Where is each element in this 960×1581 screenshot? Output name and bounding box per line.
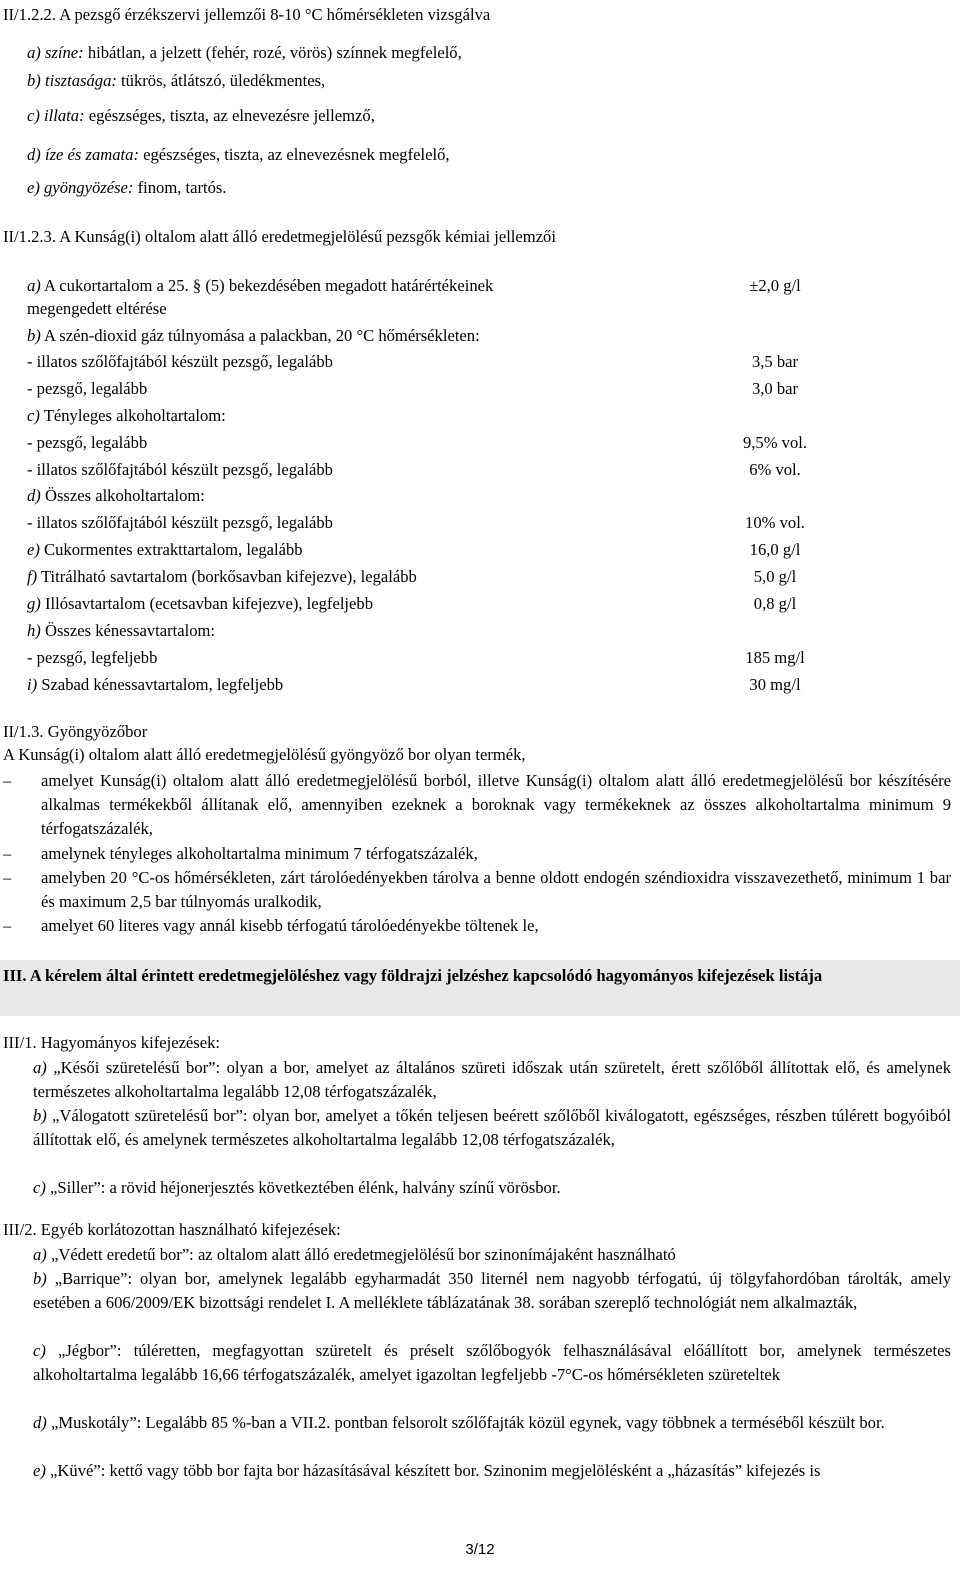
chem-item-d: d) Összes alkoholtartalom:: [27, 486, 205, 505]
chem-value-a: ±2,0 g/l: [749, 276, 801, 295]
section-title-3-2: III/2. Egyéb korlátozottan használható kifejezések:: [3, 1220, 341, 1239]
chem-item-f: f) Titrálható savtartalom (borkősavban kifejezve), legalább: [27, 567, 417, 586]
chem-item-h1: - pezsgő, legfeljebb: [27, 648, 158, 667]
chem-item-b2: - pezsgő, legalább: [27, 379, 148, 398]
other-term-e: e) „Küvé”: kettő vagy több bor fajta bor házasításával készített bor. Szinonim megjelölésként a „házasítás” kifejezés is: [33, 1461, 821, 1480]
section-title-1-3: II/1.3. Gyöngyözőbor: [3, 722, 148, 741]
other-term-b: b) „Barrique”: olyan bor, amelynek legalább egyharmadát 350 liternél nem nagyobb térfogatú, új tölgyfahordóban tárolták, amely esetében a 606/2009/EK bizottsági rendelet I. A melléklete táblázatának 38. sorában szereplő technológiát nem alkalmazták,: [33, 1269, 951, 1312]
dash-bullet: –: [3, 771, 12, 790]
sensory-item-perlage: e) gyöngyözése: finom, tartós.: [27, 178, 227, 197]
section-heading-3: III. A kérelem által érintett eredetmegjelöléshez vagy földrajzi jelzéshez kapcsolódó hagyományos kifejezések listája: [3, 966, 823, 985]
chem-item-i: i) Szabad kénessavtartalom, legfeljebb: [27, 675, 284, 694]
other-term-a: a) „Védett eredetű bor”: az oltalom alatt álló eredetmegjelölésű bor szinonímájaként használható: [33, 1245, 676, 1264]
traditional-term-b: b) „Válogatott szüretelésű bor”: olyan bor, amelyet a tőkén teljesen beérett szőlőből kiválogatott, egészséges, részben túlérett bogyóiból állítottak elő, és amelynek természetes alkoholtartalma legalább 12,08 térfogatszázalék,: [33, 1106, 951, 1149]
dash-bullet: –: [3, 844, 12, 863]
chem-value-b1: 3,5 bar: [751, 352, 799, 371]
chem-value-c2: 6% vol.: [749, 460, 801, 479]
page-number: 3/12: [465, 1541, 495, 1558]
bullet-item: amelynek tényleges alkoholtartalma minimum 7 térfogatszázalék,: [41, 844, 478, 863]
chem-value-h1: 185 mg/l: [745, 648, 805, 667]
other-term-d: d) „Muskotály”: Legalább 85 %-ban a VII.2. pontban felsorolt szőlőfajták közül egynek, vagy többnek a terméséből készült bor.: [33, 1413, 885, 1432]
chem-value-g: 0,8 g/l: [753, 594, 797, 613]
chem-value-i: 30 mg/l: [749, 675, 801, 694]
sensory-item-color: a) színe: hibátlan, a jelzett (fehér, rozé, vörös) színnek megfelelő,: [27, 43, 462, 62]
chem-value-d1: 10% vol.: [745, 513, 805, 532]
traditional-term-a: a) „Késői szüretelésű bor”: olyan a bor, amelyet az általános szüreti időszak után szüretelt, érett szőlőből állítottak elő, és amelynek természetes alkoholtartalma legalább 12,08 térfogatszázalék,: [33, 1058, 951, 1101]
chem-value-b2: 3,0 bar: [751, 379, 799, 398]
chem-value-f: 5,0 g/l: [753, 567, 797, 586]
chem-item-b: b) A szén-dioxid gáz túlnyomása a palackban, 20 °C hőmérsékleten:: [27, 326, 480, 345]
bullet-item: amelyben 20 °C-os hőmérsékleten, zárt tárolóedényekben tárolva a benne oldott endogén széndioxidra visszavezethető, minimum 1 bar és maximum 2,5 bar túlnyomás uralkodik,: [41, 868, 951, 911]
section-title-3-1: III/1. Hagyományos kifejezések:: [3, 1033, 221, 1052]
chem-item-b1: - illatos szőlőfajtából készült pezsgő, legalább: [27, 352, 333, 371]
chem-item-c1: - pezsgő, legalább: [27, 433, 148, 452]
chem-item-g: g) Illósavtartalom (ecetsavban kifejezve), legfeljebb: [27, 594, 374, 613]
chem-item-e: e) Cukormentes extrakttartalom, legalább: [27, 540, 303, 559]
sensory-item-clarity: b) tisztasága: tükrös, átlátszó, üledékmentes,: [27, 71, 326, 90]
bullet-item: amelyet Kunság(i) oltalom alatt álló eredetmegjelölésű borból, illetve Kunság(i) oltalom alatt álló eredetmegjelölésű bor készítésére alkalmas termékekből állítanak elő, amennyiben ezeknek a boroknak vagy termékeknek az összes alkoholtartalma minimum 9 térfogatszázalék,: [41, 771, 951, 838]
bullet-item: amelyet 60 literes vagy annál kisebb térfogatú tárolóedényekbe töltenek le,: [41, 916, 539, 935]
chem-item-c: c) Tényleges alkoholtartalom:: [27, 406, 226, 425]
chem-item-a-cont: megengedett eltérése: [27, 299, 167, 318]
chem-item-c2: - illatos szőlőfajtából készült pezsgő, legalább: [27, 460, 333, 479]
section-title-1-2-3: II/1.2.3. A Kunság(i) oltalom alatt álló eredetmegjelölésű pezsgők kémiai jellemzői: [3, 227, 556, 246]
chem-item-a: a) A cukortartalom a 25. § (5) bekezdésében megadott határértékeinek: [27, 276, 494, 295]
chem-value-c1: 9,5% vol.: [742, 433, 808, 452]
chem-item-h: h) Összes kénessavtartalom:: [27, 621, 216, 640]
dash-bullet: –: [3, 868, 12, 887]
sensory-item-taste: d) íze és zamata: egészséges, tiszta, az elnevezésnek megfelelő,: [27, 145, 450, 164]
section-title-1-2-2: II/1.2.2. A pezsgő érzékszervi jellemzői 8-10 °C hőmérsékleten vizsgálva: [3, 5, 491, 24]
chem-item-d1: - illatos szőlőfajtából készült pezsgő, legalább: [27, 513, 333, 532]
chem-value-e: 16,0 g/l: [749, 540, 801, 559]
sensory-item-aroma: c) illata: egészséges, tiszta, az elnevezésre jellemző,: [27, 106, 375, 125]
section-intro-1-3: A Kunság(i) oltalom alatt álló eredetmegjelölésű gyöngyöző bor olyan termék,: [3, 745, 526, 764]
traditional-term-c: c) „Siller”: a rövid héjonerjesztés következtében élénk, halvány színű vörösbor.: [33, 1178, 561, 1197]
dash-bullet: –: [3, 916, 12, 935]
other-term-c: c) „Jégbor”: túléretten, megfagyottan szüretelt és préselt szőlőbogyók felhasználásával előállított bor, amelynek természetes alkoholtartalma legalább 16,66 térfogatszázalék, amelyet igazoltan legfeljebb -7°C-os hőmérsékleten szüreteltek: [33, 1341, 951, 1384]
